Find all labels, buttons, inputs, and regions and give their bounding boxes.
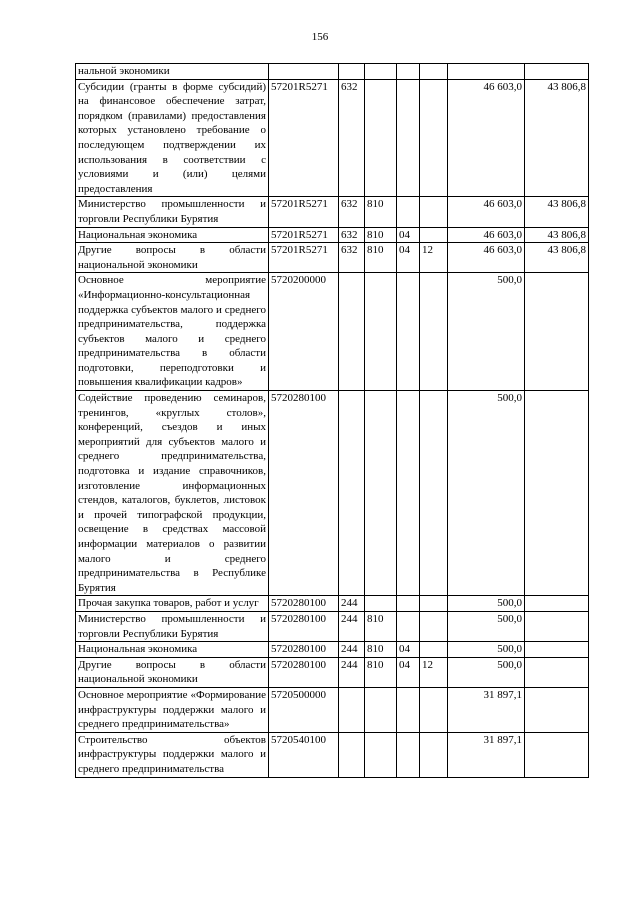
section-code-cell [397, 611, 420, 641]
target-code-cell: 57201R5271 [269, 197, 339, 227]
subsection-code-cell [420, 391, 448, 596]
row-name-cell: Другие вопросы в области национальной экономики [76, 657, 269, 687]
table-row [76, 273, 589, 391]
table-row [76, 197, 589, 227]
table-row [76, 611, 589, 641]
table-row [76, 243, 589, 273]
row-name-cell: Содействие проведению семинаров, тренингов, «круглых столов», конференций, съездов и иных мероприятий для субъектов малого и среднего предпринимательства, подготовка и издание справочников, изготовление информационных стендов, каталогов, буклетов, листовок и прочей типографской продукции, освещение в средствах массовой информации материалов о развитии малого и среднего предпринимательства в Республике Бурятия [76, 391, 269, 596]
row-name-cell: Основное мероприятие «Информационно-консультационная поддержка субъектов малого и среднего предпринимательства, поддержка субъектов малого и среднего предпринимательства в области подготовки, переподготовки и повышения квалификации кадров» [76, 273, 269, 391]
ministry-code-cell: 810 [365, 611, 397, 641]
row-name-cell: Национальная экономика [76, 227, 269, 243]
amount-year2-cell [525, 642, 589, 658]
target-code-cell: 57201R5271 [269, 243, 339, 273]
section-code-cell [397, 197, 420, 227]
row-name-cell: Национальная экономика [76, 642, 269, 658]
table-row [76, 64, 589, 80]
expense-type-cell: 632 [339, 227, 365, 243]
amount-year1-cell: 500,0 [448, 391, 525, 596]
amount-year1-cell: 46 603,0 [448, 197, 525, 227]
amount-year2-cell: 43 806,8 [525, 227, 589, 243]
table-row [76, 391, 589, 596]
row-name-cell: нальной экономики [76, 64, 269, 80]
subsection-code-cell [420, 732, 448, 777]
ministry-code-cell [365, 596, 397, 612]
row-name-cell: Строительство объектов инфраструктуры поддержки малого и среднего предпринимательства [76, 732, 269, 777]
ministry-code-cell [365, 391, 397, 596]
subsection-code-cell: 12 [420, 243, 448, 273]
target-code-cell: 5720280100 [269, 596, 339, 612]
table-row [76, 657, 589, 687]
target-code-cell: 57201R5271 [269, 79, 339, 197]
expense-type-cell: 632 [339, 79, 365, 197]
amount-year1-cell: 500,0 [448, 657, 525, 687]
ministry-code-cell [365, 64, 397, 80]
amount-year1-cell: 500,0 [448, 596, 525, 612]
subsection-code-cell [420, 642, 448, 658]
amount-year1-cell: 500,0 [448, 642, 525, 658]
target-code-cell: 5720280100 [269, 657, 339, 687]
subsection-code-cell [420, 273, 448, 391]
section-code-cell [397, 64, 420, 80]
subsection-code-cell [420, 611, 448, 641]
table-row [76, 687, 589, 732]
row-name-cell: Другие вопросы в области национальной экономики [76, 243, 269, 273]
subsection-code-cell [420, 64, 448, 80]
ministry-code-cell [365, 79, 397, 197]
table-row [76, 732, 589, 777]
ministry-code-cell: 810 [365, 197, 397, 227]
expense-type-cell [339, 687, 365, 732]
amount-year1-cell: 500,0 [448, 611, 525, 641]
table-body [76, 64, 589, 778]
amount-year1-cell: 31 897,1 [448, 732, 525, 777]
subsection-code-cell [420, 197, 448, 227]
section-code-cell [397, 79, 420, 197]
amount-year2-cell [525, 611, 589, 641]
amount-year2-cell: 43 806,8 [525, 197, 589, 227]
amount-year2-cell [525, 687, 589, 732]
table-row [76, 79, 589, 197]
amount-year2-cell [525, 596, 589, 612]
expense-type-cell: 244 [339, 611, 365, 641]
subsection-code-cell: 12 [420, 657, 448, 687]
section-code-cell [397, 391, 420, 596]
row-name-cell: Министерство промышленности и торговли Республики Бурятия [76, 197, 269, 227]
table-row [76, 227, 589, 243]
expense-type-cell [339, 732, 365, 777]
amount-year1-cell: 46 603,0 [448, 79, 525, 197]
amount-year1-cell: 46 603,0 [448, 227, 525, 243]
expense-type-cell [339, 391, 365, 596]
table-row [76, 596, 589, 612]
amount-year2-cell [525, 732, 589, 777]
section-code-cell: 04 [397, 243, 420, 273]
expense-type-cell: 244 [339, 657, 365, 687]
table-row [76, 642, 589, 658]
ministry-code-cell: 810 [365, 243, 397, 273]
section-code-cell: 04 [397, 227, 420, 243]
target-code-cell: 5720200000 [269, 273, 339, 391]
ministry-code-cell [365, 732, 397, 777]
expense-type-cell: 632 [339, 197, 365, 227]
target-code-cell [269, 64, 339, 80]
amount-year1-cell [448, 64, 525, 80]
expense-type-cell [339, 64, 365, 80]
amount-year2-cell [525, 273, 589, 391]
row-name-cell: Прочая закупка товаров, работ и услуг [76, 596, 269, 612]
subsection-code-cell [420, 227, 448, 243]
ministry-code-cell: 810 [365, 227, 397, 243]
section-code-cell [397, 687, 420, 732]
ministry-code-cell [365, 687, 397, 732]
target-code-cell: 5720280100 [269, 642, 339, 658]
amount-year1-cell: 31 897,1 [448, 687, 525, 732]
ministry-code-cell: 810 [365, 642, 397, 658]
subsection-code-cell [420, 596, 448, 612]
ministry-code-cell [365, 273, 397, 391]
expense-type-cell [339, 273, 365, 391]
section-code-cell [397, 596, 420, 612]
subsection-code-cell [420, 687, 448, 732]
amount-year2-cell [525, 391, 589, 596]
page-number: 156 [311, 31, 329, 43]
section-code-cell: 04 [397, 657, 420, 687]
expense-type-cell: 244 [339, 642, 365, 658]
section-code-cell [397, 732, 420, 777]
target-code-cell: 5720280100 [269, 391, 339, 596]
amount-year2-cell [525, 64, 589, 80]
ministry-code-cell: 810 [365, 657, 397, 687]
expense-type-cell: 632 [339, 243, 365, 273]
amount-year1-cell: 500,0 [448, 273, 525, 391]
target-code-cell: 5720500000 [269, 687, 339, 732]
row-name-cell: Министерство промышленности и торговли Республики Бурятия [76, 611, 269, 641]
amount-year1-cell: 46 603,0 [448, 243, 525, 273]
row-name-cell: Основное мероприятие «Формирование инфраструктуры поддержки малого и среднего предпринимательства» [76, 687, 269, 732]
target-code-cell: 57201R5271 [269, 227, 339, 243]
target-code-cell: 5720540100 [269, 732, 339, 777]
subsection-code-cell [420, 79, 448, 197]
section-code-cell: 04 [397, 642, 420, 658]
budget-table [75, 63, 589, 778]
expense-type-cell: 244 [339, 596, 365, 612]
amount-year2-cell: 43 806,8 [525, 243, 589, 273]
amount-year2-cell [525, 657, 589, 687]
section-code-cell [397, 273, 420, 391]
row-name-cell: Субсидии (гранты в форме субсидий) на финансовое обеспечение затрат, порядком (правилами) предоставления которых установлено требование о последующем подтверждении их использования в соответствии с условиями и (или) целями предоставления [76, 79, 269, 197]
amount-year2-cell: 43 806,8 [525, 79, 589, 197]
target-code-cell: 5720280100 [269, 611, 339, 641]
